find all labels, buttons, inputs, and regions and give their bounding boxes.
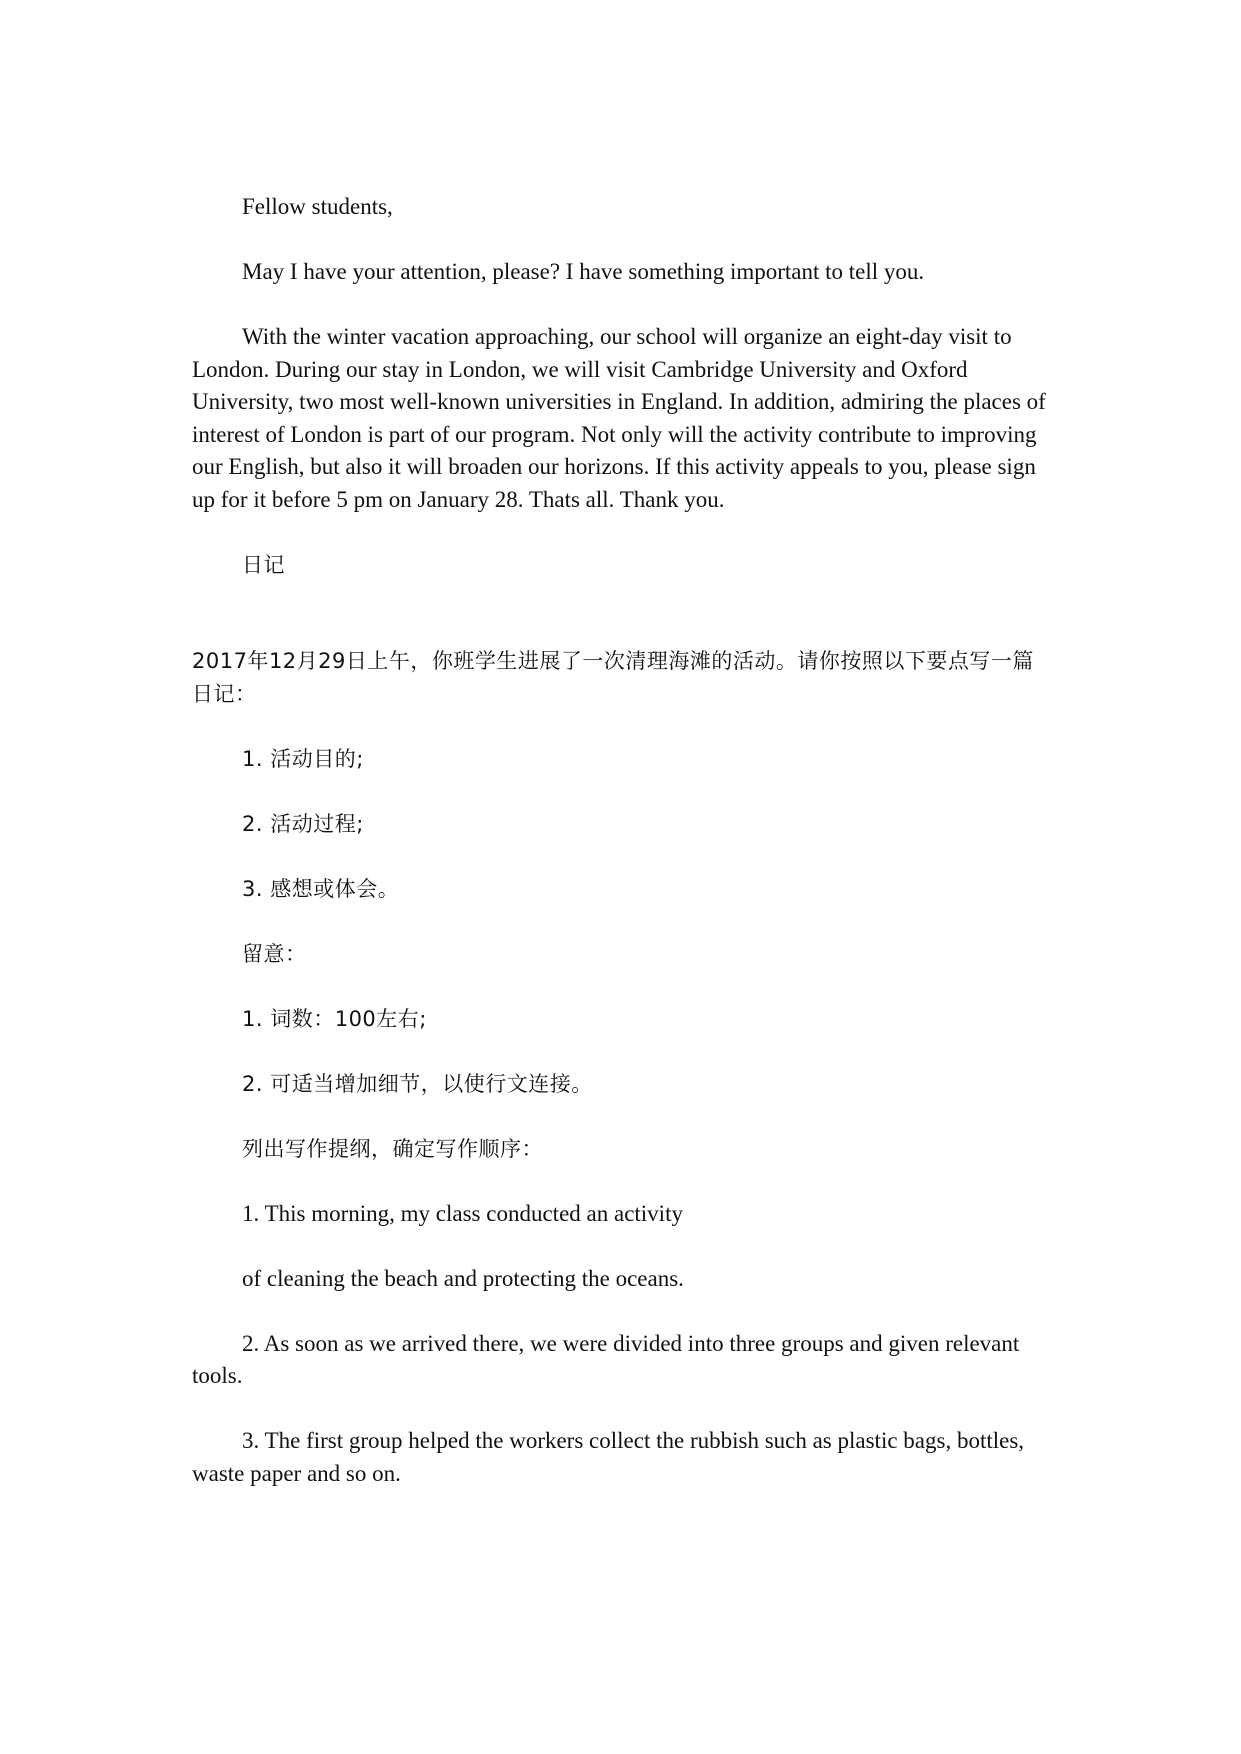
requirement-item-3: 3. 感想或体会。	[242, 876, 400, 901]
note-item-1: 1. 词数：100左右;	[242, 1006, 427, 1031]
outline-item-3: 3. The first group helped the workers collect the rubbish such as plastic bags, bottles, waste paper and so on.	[192, 1428, 1025, 1486]
outline-item-2: 2. As soon as we arrived there, we were divided into three groups and given relevant tools.	[192, 1330, 1020, 1388]
diary-task-paragraph: 2017年12月29日上午，你班学生进展了一次清理海滩的活动。请你按照以下要点写一篇日记：	[192, 649, 1034, 706]
requirement-item-2: 2. 活动过程;	[242, 811, 364, 836]
outline-heading: 列出写作提纲，确定写作顺序：	[242, 1136, 543, 1161]
outline-item-1: 1. This morning, my class conducted an activity	[242, 1200, 683, 1226]
requirement-item-1: 1. 活动目的;	[242, 746, 364, 771]
attention-paragraph: May I have your attention, please? I have something important to tell you.	[242, 259, 925, 284]
notice-body-paragraph: With the winter vacation approaching, our school will organize an eight-day visit to London. During our stay in London, we will visit Cambridge University and Oxford University, two most well-known universities in England. In addition, admiring the places of interest of London is part of our program. Not only will the activity contribute to improving our English, but also it will broaden our horizons. If this activity appeals to you, please sign up for it before 5 pm on January 28. Thats all. Thank you.	[192, 324, 1046, 512]
diary-heading: 日记	[242, 552, 285, 577]
note-item-2: 2. 可适当增加细节，以使行文连接。	[242, 1071, 593, 1096]
notes-heading: 留意：	[242, 941, 307, 966]
document-body	[192, 191, 1054, 1523]
salutation: Fellow students,	[242, 194, 393, 219]
outline-item-1-continued: of cleaning the beach and protecting the oceans.	[242, 1265, 684, 1291]
